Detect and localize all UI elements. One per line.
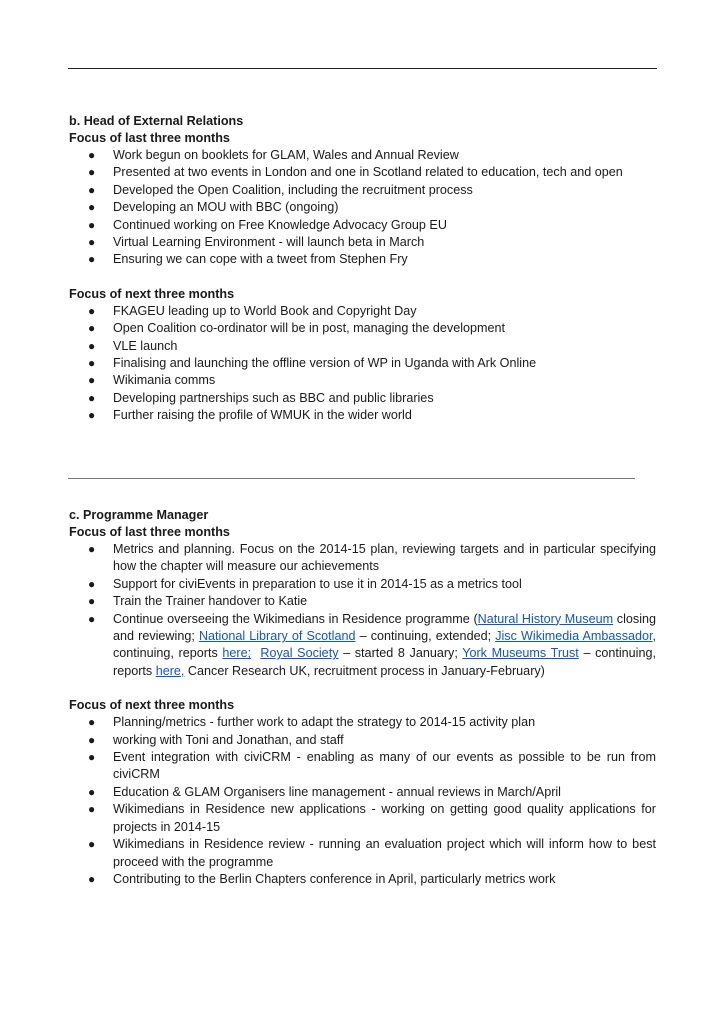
list-item: ● Developing partnerships such as BBC and public libraries: [69, 390, 656, 407]
list-item: ● Ensuring we can cope with a tweet from Stephen Fry: [69, 251, 656, 268]
top-rule: [68, 68, 657, 69]
next-three-months-heading: Focus of next three months: [69, 698, 235, 713]
list-item: ● Continued working on Free Knowledge Advocacy Group EU: [69, 217, 656, 234]
list-item: ● Wikimania comms: [69, 372, 656, 389]
bullet-icon: ●: [88, 148, 96, 162]
list-item: ● Open Coalition co-ordinator will be in post, managing the development: [69, 320, 656, 337]
bullet-icon: ●: [88, 338, 96, 353]
bullet-icon: ●: [88, 321, 96, 336]
link-jisc-wikimedia-ambassador[interactable]: Jisc Wikimedia Ambassador: [495, 629, 653, 644]
last-three-months-heading: Focus of last three months: [69, 525, 230, 539]
bullet-icon: ●: [88, 802, 96, 817]
link-royal-society[interactable]: Royal Society: [260, 646, 339, 661]
list-item: ● Further raising the profile of WMUK in the wider world: [69, 407, 656, 424]
bullet-icon: ●: [88, 356, 96, 371]
list-item-residence-programme: ● Continue overseeing the Wikimedians in Residence programme (Natural History Museum closing and reviewing; National Library of Scotland – continuing, extended; Jisc Wikimedia Ambassador, continuing, reports here; Royal Society – started 8 January; York Museums Trust – continuing, reports here, Cancer Research UK, recruitment process in January-February): [88, 611, 657, 678]
bullet-icon: ●: [88, 373, 96, 388]
list-item: ● Wikimedians in Residence new applications - working on getting good quality applications for projects in 2014-15: [88, 802, 656, 834]
link-york-reports[interactable]: here,: [155, 663, 185, 678]
list-item: ● Event integration with civiCRM - enabling as many of our events as possible to be run from civiCRM: [88, 750, 656, 782]
list-item: ● Contributing to the Berlin Chapters conference in April, particularly metrics work: [69, 871, 656, 888]
bullet-icon: ●: [88, 732, 96, 747]
next-three-months-list: [69, 303, 656, 425]
link-york-museums-trust[interactable]: York Museums Trust: [462, 646, 579, 661]
list-item: ● Work begun on booklets for GLAM, Wales and Annual Review: [69, 147, 656, 164]
list-item: ● Metrics and planning. Focus on the 2014-15 plan, reviewing targets and in particular specifying how the chapter will measure our achievements: [88, 542, 656, 574]
bullet-icon: ●: [88, 390, 96, 405]
bullet-icon: ●: [88, 182, 96, 197]
list-item: ● Developed the Open Coalition, including the recruitment process: [69, 182, 656, 199]
bullet-icon: ●: [88, 611, 96, 626]
list-item: ● Support for civiEvents in preparation to use it in 2014-15 as a metrics tool: [69, 576, 656, 593]
list-item: ● Finalising and launching the offline version of WP in Uganda with Ark Online: [69, 355, 656, 372]
section-external-relations: [69, 113, 656, 425]
bullet-icon: ●: [88, 594, 96, 609]
bullet-icon: ●: [88, 542, 96, 556]
bullet-icon: ●: [88, 576, 96, 591]
list-item: ● Presented at two events in London and one in Scotland related to education, tech and open: [69, 164, 656, 181]
link-national-library-of-scotland[interactable]: National Library of Scotland: [198, 629, 356, 644]
list-item: ● FKAGEU leading up to World Book and Copyright Day: [69, 303, 656, 320]
bullet-icon: ●: [88, 715, 96, 730]
last-three-months-list: [69, 541, 656, 680]
next-three-months-heading: Focus of next three months: [69, 286, 235, 301]
link-natural-history-museum[interactable]: Natural History Museum: [477, 611, 614, 626]
section-title: b. Head of External Relations: [69, 114, 244, 128]
bullet-icon: ●: [88, 165, 96, 180]
list-item: ● Virtual Learning Environment - will launch beta in March: [69, 234, 656, 251]
list-item: ● VLE launch: [69, 338, 656, 355]
bullet-icon: ●: [88, 784, 96, 799]
bullet-icon: ●: [88, 303, 96, 318]
link-jisc-reports[interactable]: here;: [222, 646, 252, 661]
list-item: ● working with Toni and Jonathan, and staff: [69, 732, 656, 749]
bullet-icon: ●: [88, 750, 96, 765]
list-item: ● Developing an MOU with BBC (ongoing): [69, 199, 656, 216]
next-three-months-list: [69, 714, 656, 888]
section-divider: [68, 478, 635, 479]
list-item: ● Wikimedians in Residence review - running an evaluation project which will inform how to best proceed with the programme: [88, 837, 656, 869]
bullet-icon: ●: [88, 252, 96, 267]
list-item: ● Education & GLAM Organisers line management - annual reviews in March/April: [69, 784, 656, 801]
bullet-icon: ●: [88, 235, 96, 250]
section-title: c. Programme Manager: [69, 508, 209, 522]
bullet-icon: ●: [88, 871, 96, 886]
bullet-icon: ●: [88, 408, 96, 423]
bullet-icon: ●: [88, 200, 96, 215]
bullet-icon: ●: [88, 837, 96, 852]
list-item: ● Planning/metrics - further work to adapt the strategy to 2014-15 activity plan: [69, 714, 656, 731]
bullet-icon: ●: [88, 217, 96, 232]
list-item: ● Train the Trainer handover to Katie: [69, 593, 656, 610]
section-programme-manager: [69, 507, 656, 888]
last-three-months-list: [69, 147, 656, 269]
last-three-months-heading: Focus of last three months: [69, 131, 230, 145]
